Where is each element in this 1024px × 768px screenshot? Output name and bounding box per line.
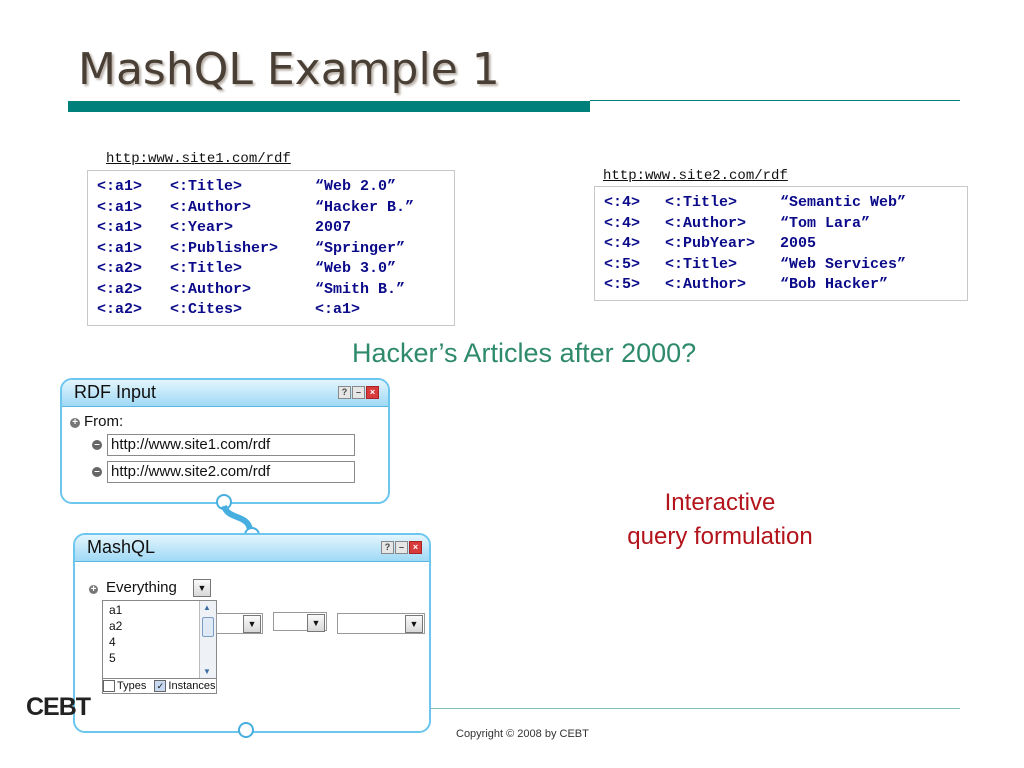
rdf-predicate: <:Author> xyxy=(665,276,747,293)
panel-connector-output[interactable] xyxy=(238,722,254,738)
rdf-predicate: <:Title> xyxy=(665,194,738,211)
subject-value[interactable]: Everything xyxy=(106,579,177,596)
rdf-triple-row xyxy=(604,234,940,255)
rdf-subject: <:a1> xyxy=(97,219,143,236)
slide-title: MashQL Example 1 xyxy=(78,44,500,95)
rdf-object: “Tom Lara” xyxy=(780,214,871,232)
mashql-panel xyxy=(73,533,431,733)
rdf-subject: <:a1> xyxy=(97,178,143,195)
instances-checkbox[interactable]: ✓ xyxy=(154,680,166,692)
site2-rdf-table xyxy=(604,193,940,296)
predicate-dropdown[interactable] xyxy=(216,613,263,634)
rdf-triple-row xyxy=(604,275,940,296)
scroll-thumb[interactable] xyxy=(202,617,214,637)
help-icon[interactable]: ? xyxy=(338,386,351,399)
site1-rdf-box xyxy=(87,170,455,326)
rdf-object: “Web 3.0” xyxy=(315,260,397,277)
rdf-triple-row xyxy=(604,193,940,214)
source-url-field-2[interactable]: http://www.site2.com/rdf xyxy=(107,461,355,483)
rdf-input-panel xyxy=(60,378,390,504)
from-label: From: xyxy=(84,413,124,430)
rdf-subject: <:a1> xyxy=(97,239,143,257)
rdf-predicate: <:Cites> xyxy=(170,301,243,318)
footer-rule xyxy=(430,708,960,709)
mashql-window-buttons xyxy=(381,541,422,554)
rdf-predicate: <:Year> xyxy=(170,219,234,236)
minimize-icon[interactable]: – xyxy=(352,386,365,399)
rdf-subject: <:5> xyxy=(604,255,641,273)
subject-dropdown[interactable] xyxy=(193,578,212,597)
site2-url[interactable]: http:www.site2.com/rdf xyxy=(603,168,788,184)
chevron-down-icon[interactable]: ▼ xyxy=(193,579,211,597)
rdf-triple-row xyxy=(97,280,435,301)
rdf-object: 2007 xyxy=(315,219,352,236)
expand-icon[interactable]: + xyxy=(70,418,80,428)
list-scrollbar[interactable] xyxy=(199,601,216,678)
rdf-object: “Smith B.” xyxy=(315,280,406,298)
rdf-object: “Bob Hacker” xyxy=(780,276,889,293)
rdf-object: “Springer” xyxy=(315,239,406,257)
rdf-predicate: <:Title> xyxy=(170,178,243,195)
rdf-object: “Web Services” xyxy=(780,255,907,273)
remove-source-icon[interactable]: – xyxy=(92,440,102,450)
instances-label: Instances xyxy=(168,680,216,692)
subject-listbox[interactable] xyxy=(102,600,217,679)
rdf-triple-row xyxy=(97,198,435,219)
mashql-title: MashQL xyxy=(87,537,156,557)
rdf-triple-row xyxy=(97,300,435,321)
chevron-down-icon[interactable]: ▼ xyxy=(307,614,325,632)
rdf-input-header[interactable] xyxy=(62,380,388,407)
remove-source-icon[interactable]: – xyxy=(92,467,102,477)
type-filter-bar xyxy=(102,678,217,694)
subject-bullet-icon: + xyxy=(90,584,97,595)
close-icon[interactable]: × xyxy=(366,386,379,399)
rdf-object: 2005 xyxy=(780,235,817,252)
interactive-caption-line2: query formulation xyxy=(627,523,813,550)
rdf-object: <:a1> xyxy=(315,301,361,318)
rdf-predicate: <:PubYear> xyxy=(665,235,756,252)
rdf-triple-row xyxy=(604,255,940,276)
site1-url[interactable]: http:www.site1.com/rdf xyxy=(106,151,291,167)
site1-rdf-table xyxy=(97,177,435,321)
mashql-header[interactable] xyxy=(75,535,429,562)
list-item[interactable]: 5 xyxy=(109,651,116,665)
rdf-predicate: <:Publisher> xyxy=(170,239,279,257)
list-item[interactable]: a2 xyxy=(109,619,123,633)
types-checkbox[interactable] xyxy=(103,680,115,692)
rdf-subject: <:4> xyxy=(604,235,641,252)
list-item[interactable]: a1 xyxy=(109,603,123,617)
title-rule xyxy=(68,101,590,112)
rdf-predicate: <:Title> xyxy=(170,260,243,277)
rdf-triple-row xyxy=(97,177,435,198)
rdf-subject: <:5> xyxy=(604,276,641,293)
rdf-triple-row xyxy=(97,239,435,260)
rdf-triple-row xyxy=(97,259,435,280)
rdf-subject: <:4> xyxy=(604,214,641,232)
rdf-predicate: <:Author> xyxy=(170,198,252,216)
rdf-subject: <:4> xyxy=(604,194,641,211)
rdf-predicate: <:Author> xyxy=(665,214,747,232)
chevron-down-icon[interactable]: ▼ xyxy=(405,615,423,633)
rdf-subject: <:a1> xyxy=(97,198,143,216)
rdf-object: “Semantic Web” xyxy=(780,194,907,211)
list-item[interactable]: 4 xyxy=(109,635,116,649)
copyright-text: Copyright © 2008 by CEBT xyxy=(456,728,589,740)
types-label: Types xyxy=(117,680,147,692)
title-rule-thin xyxy=(590,100,960,101)
rdf-predicate: <:Title> xyxy=(665,255,738,273)
scroll-down-icon[interactable]: ▼ xyxy=(203,667,211,676)
rdf-input-title: RDF Input xyxy=(74,382,157,402)
filter-dropdown[interactable] xyxy=(337,613,425,634)
site2-rdf-box xyxy=(594,186,968,301)
rdf-triple-row xyxy=(604,214,940,235)
minimize-icon[interactable]: – xyxy=(395,541,408,554)
query-question: Hacker’s Articles after 2000? xyxy=(352,338,697,368)
rdf-input-window-buttons xyxy=(338,386,379,399)
cebt-logo: CEBT xyxy=(26,693,91,721)
rdf-object: “Web 2.0” xyxy=(315,178,397,195)
rdf-predicate: <:Author> xyxy=(170,280,252,298)
rdf-subject: <:a2> xyxy=(97,280,143,298)
rdf-object: “Hacker B.” xyxy=(315,198,415,216)
chevron-down-icon[interactable]: ▼ xyxy=(243,615,261,633)
help-icon[interactable]: ? xyxy=(381,541,394,554)
close-icon[interactable]: × xyxy=(409,541,422,554)
interactive-caption xyxy=(600,486,840,554)
scroll-up-icon[interactable]: ▲ xyxy=(203,603,211,612)
rdf-subject: <:a2> xyxy=(97,260,143,277)
object-dropdown[interactable] xyxy=(273,612,327,631)
rdf-triple-row xyxy=(97,218,435,239)
rdf-subject: <:a2> xyxy=(97,301,143,318)
interactive-caption-line1: Interactive xyxy=(664,489,776,516)
source-url-field-1[interactable]: http://www.site1.com/rdf xyxy=(107,434,355,456)
